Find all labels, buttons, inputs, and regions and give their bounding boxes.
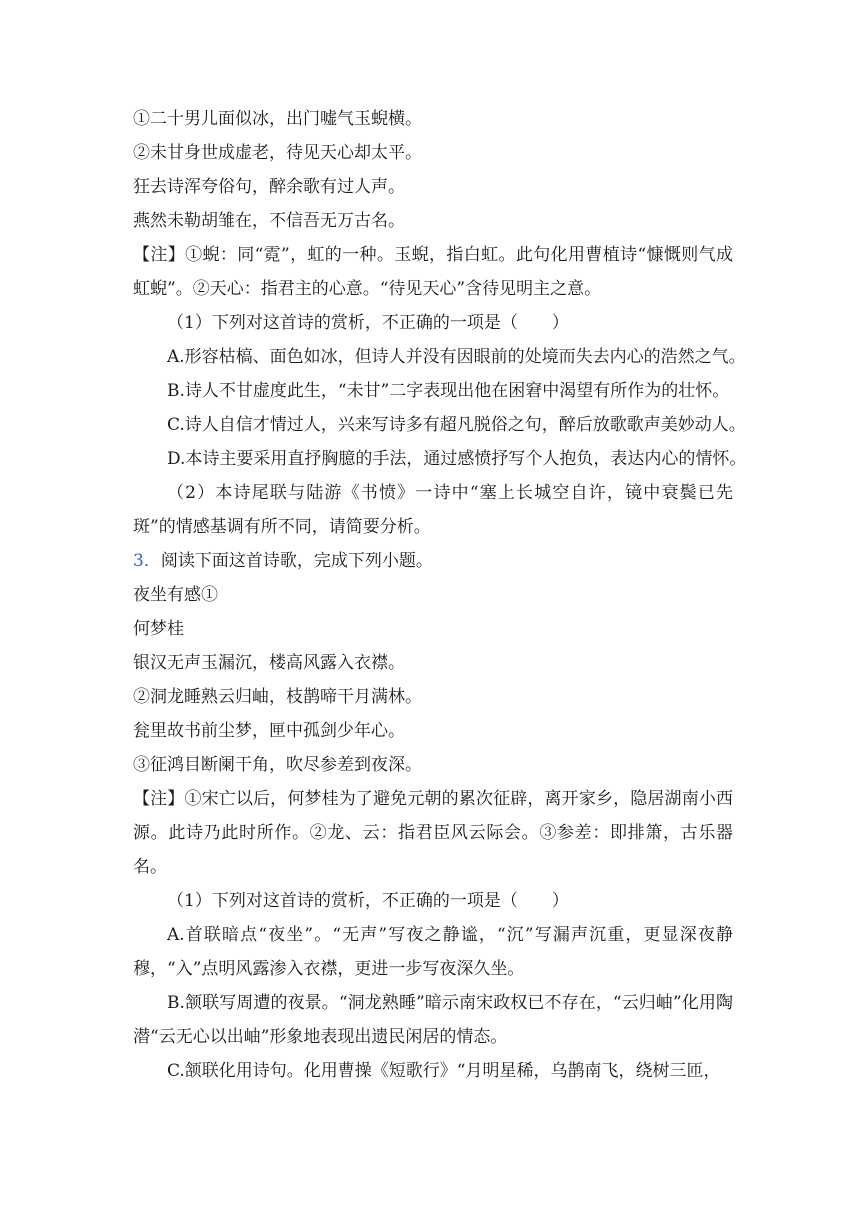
option-a-1: A.形容枯槁、面色如冰，但诗人并没有因眼前的处境而失去内心的浩然之气。	[167, 347, 746, 367]
poem-author: 何梦桂	[133, 619, 184, 639]
question-1-2: （2）本诗尾联与陆游《书愤》一诗中“塞上长城空自许，镜中衰鬓已先斑”的情感基调有所不同，请简要分析。	[133, 483, 733, 537]
option-c-1: C.诗人自信才情过人，兴来写诗多有超凡脱俗之句，醉后放歌歌声美妙动人。	[167, 415, 746, 435]
poem-title: 夜坐有感①	[133, 585, 218, 605]
option-d-1: D.本诗主要采用直抒胸臆的手法，通过感愤抒写个人抱负，表达内心的情怀。	[167, 449, 747, 469]
poem2-line-3: 瓮里故书前尘梦，匣中孤剑少年心。	[133, 721, 405, 741]
question-1-1: （1）下列对这首诗的赏析，不正确的一项是（ ）	[167, 313, 569, 333]
question-3-instruction: 阅读下面这首诗歌，完成下列小题。	[160, 551, 433, 571]
option-c-3: C.颔联化用诗句。化用曹操《短歌行》“月明星稀，乌鹊南飞，绕树三匝，	[167, 1061, 721, 1081]
poem2-line-2: ②洞龙睡熟云归岫，枝鹊啼干月满林。	[133, 687, 422, 707]
question-3-1: （1）下列对这首诗的赏析，不正确的一项是（ ）	[167, 891, 569, 911]
question-number: 3．	[133, 551, 161, 571]
document-body	[133, 102, 747, 1088]
poem-line-2: ②未甘身世成虚老，待见天心却太平。	[133, 143, 422, 163]
poem2-line-1: 银汉无声玉漏沉，楼高风露入衣襟。	[133, 653, 405, 673]
poem-line-3: 狂去诗浑夸俗句，醉余歌有过人声。	[133, 177, 405, 197]
option-b-3: B.颔联写周遭的夜景。“洞龙熟睡”暗示南宋政权已不存在，“云归岫”化用陶潜“云无心以出岫”形象地表现出遗民闲居的情态。	[133, 993, 733, 1047]
poem-line-4: 燕然未勒胡雏在，不信吾无万古名。	[133, 211, 405, 231]
option-a-3: A.首联暗点“夜坐”。“无声”写夜之静谧，“沉”写漏声沉重，更显深夜静穆，“入”点明风露渗入衣襟，更进一步写夜深久坐。	[133, 925, 733, 979]
poem2-line-4: ③征鸿目断阑干角，吹尽参差到夜深。	[133, 755, 422, 775]
question-3-heading	[133, 544, 733, 578]
poem-line-1: ①二十男儿面似冰，出门嘘气玉蜺横。	[133, 109, 422, 129]
annotation-1: 【注】①蜺：同“霓”，虹的一种。玉蜺，指白虹。此句化用曹植诗“慷慨则气成虹蜺”。②天心：指君主的心意。“待见天心”含待见明主之意。	[133, 245, 733, 299]
annotation-2: 【注】①宋亡以后，何梦桂为了避免元朝的累次征辟，离开家乡，隐居湖南小西源。此诗乃此时所作。②龙、云：指君臣风云际会。③参差：即排箫，古乐器名。	[133, 789, 733, 877]
option-b-1: B.诗人不甘虚度此生，“未甘”二字表现出他在困窘中渴望有所作为的壮怀。	[167, 381, 730, 401]
